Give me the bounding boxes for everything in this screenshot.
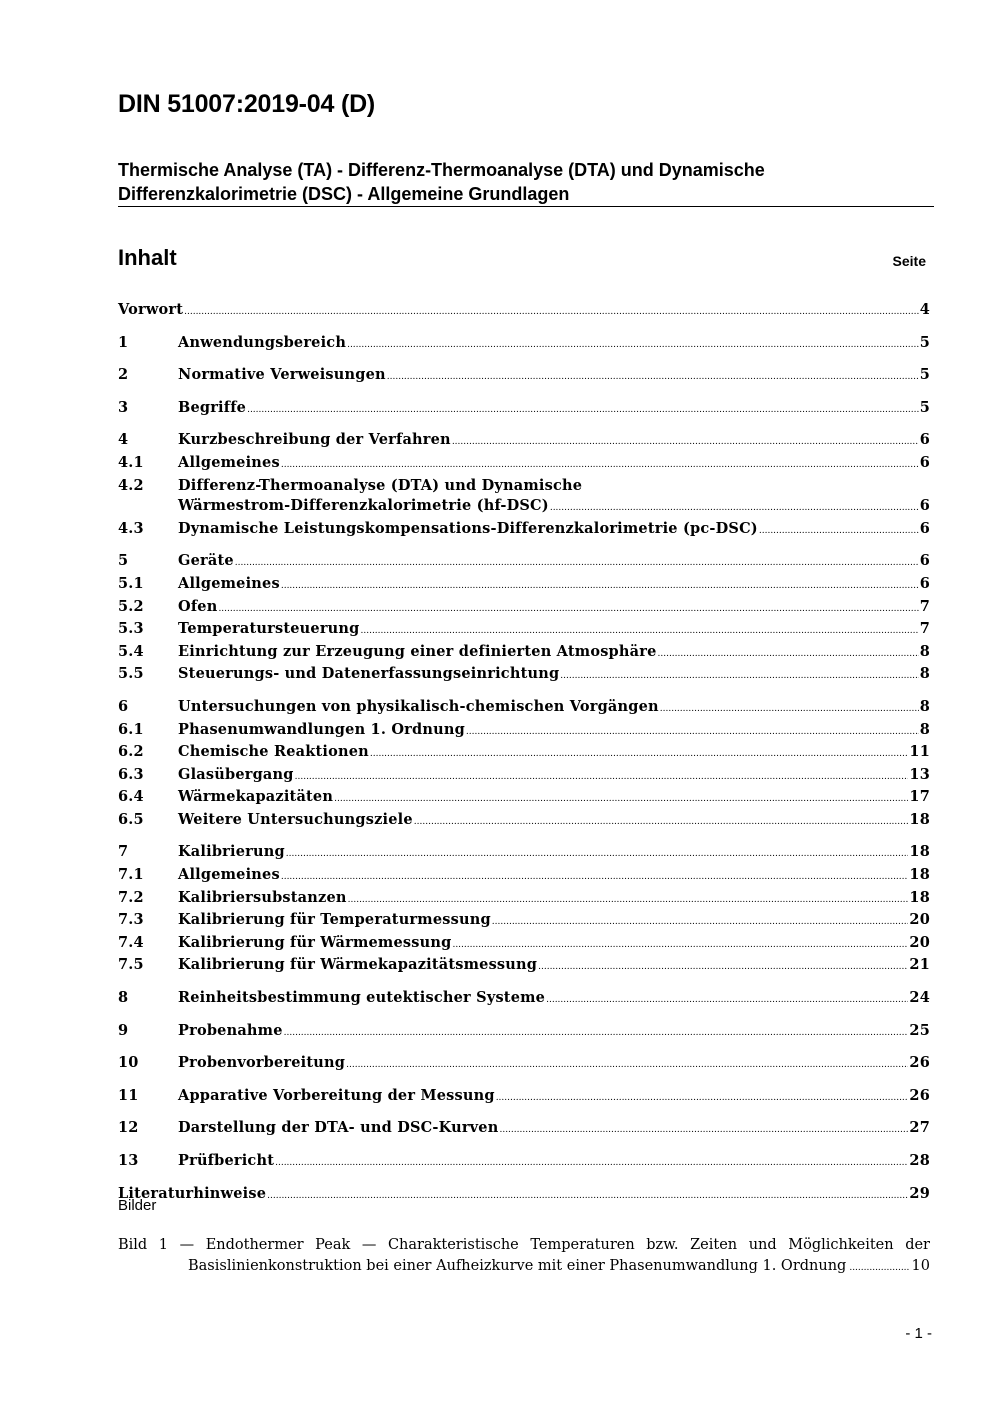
dot-leader <box>759 519 919 542</box>
toc-entry-number: 3 <box>118 398 129 416</box>
figure-entry-caption-continued: Basislinienkonstruktion bei einer Aufheizkurve mit einer Phasenumwandlung 1. Ordnung <box>188 1258 847 1274</box>
toc-entry-page: 5 <box>919 366 930 384</box>
dot-leader <box>492 910 909 933</box>
toc-entry-page: 6 <box>919 519 930 537</box>
toc-entry[interactable] <box>118 1118 930 1141</box>
toc-entry-number: 4.1 <box>118 453 144 471</box>
toc-entry[interactable] <box>118 933 930 956</box>
dot-leader <box>466 720 919 743</box>
toc-entry-number: 9 <box>118 1021 129 1039</box>
toc-entry-title: Prüfbericht <box>178 1152 275 1169</box>
toc-entry-page: 6 <box>919 431 930 449</box>
dot-leader <box>281 574 919 597</box>
dot-leader <box>361 619 919 642</box>
toc-entry-page: 17 <box>909 788 930 806</box>
toc-entry-page: 6 <box>919 453 930 471</box>
toc-entry[interactable] <box>118 619 930 642</box>
toc-entry[interactable] <box>118 664 930 687</box>
toc-entry-page: 8 <box>919 720 930 738</box>
toc-entry-number: 4 <box>118 431 129 449</box>
toc-entry-page: 11 <box>909 743 930 761</box>
toc-entry-title: Vorwort <box>118 301 184 318</box>
toc-entry-number: 13 <box>118 1152 139 1169</box>
toc-entry-page: 8 <box>919 697 930 715</box>
toc-entry-number: 6.4 <box>118 788 144 806</box>
document-title: Thermische Analyse (TA) - Differenz-Thermoanalyse (DTA) und Dynamische Differenzkalorimetrie (DSC) - Allgemeine Grundlagen <box>118 160 765 204</box>
toc-entry-title: Phasenumwandlungen 1. Ordnung <box>178 720 465 738</box>
toc-entry-number: 1 <box>118 333 129 351</box>
toc-entry-number: 5.2 <box>118 597 144 615</box>
toc-entry-title: Darstellung der DTA- und DSC-Kurven <box>178 1119 499 1137</box>
toc-entry-number: 5.3 <box>118 620 144 638</box>
toc-entry-number: 8 <box>118 989 129 1007</box>
dot-leader <box>499 1118 908 1141</box>
dot-leader <box>550 496 919 519</box>
toc-entry[interactable] <box>118 1151 930 1174</box>
dot-leader <box>849 1256 908 1279</box>
toc-entry-number: 7.5 <box>118 956 144 974</box>
toc-entry-text-line: Differenz-Thermoanalyse (DTA) und Dynamische <box>178 476 583 494</box>
toc-entry-number: 7 <box>118 843 129 861</box>
toc-entry-title: Kalibrierung für Temperaturmessung <box>178 911 491 929</box>
dot-leader <box>560 664 918 687</box>
dot-leader <box>286 842 909 865</box>
toc-entry[interactable] <box>118 453 930 476</box>
toc-entry-page: 18 <box>909 866 930 884</box>
toc-entry[interactable] <box>118 430 930 453</box>
toc-entry-title: Begriffe <box>178 398 247 416</box>
toc-entry-page: 6 <box>919 574 930 592</box>
figure-entry[interactable] <box>118 1235 930 1279</box>
toc-entry[interactable] <box>118 742 930 765</box>
toc-entry-title: Kalibrierung für Wärmemessung <box>178 933 452 951</box>
toc-entry-title: Dynamische Leistungskompensations-Differenzkalorimetrie (pc-DSC) <box>178 519 758 537</box>
dot-leader <box>370 742 909 765</box>
toc-entry-title: Allgemeines <box>178 866 280 884</box>
toc-entry[interactable] <box>118 398 930 421</box>
toc-entry-number: 12 <box>118 1119 139 1137</box>
table-of-contents <box>118 300 930 1206</box>
toc-entry-page: 7 <box>919 597 930 615</box>
dot-leader <box>546 988 908 1011</box>
toc-entry-title: Literaturhinweise <box>118 1184 267 1202</box>
dot-leader <box>348 888 909 911</box>
toc-entry-page: 20 <box>909 911 930 929</box>
dot-leader <box>334 787 908 810</box>
toc-entry-title: Kalibrierung <box>178 843 285 861</box>
page-number: - 1 - <box>905 1325 932 1342</box>
toc-entry[interactable] <box>118 810 930 833</box>
toc-entry-page: 26 <box>909 1054 930 1072</box>
toc-entry-number: 6.1 <box>118 720 144 738</box>
toc-entry-title: Geräte <box>178 552 234 570</box>
dot-leader <box>387 365 919 388</box>
toc-entry[interactable] <box>118 365 930 388</box>
dot-leader <box>452 933 908 956</box>
toc-entry[interactable] <box>118 988 930 1011</box>
toc-entry-page: 28 <box>909 1152 930 1169</box>
toc-entry-page: 18 <box>909 888 930 906</box>
toc-entry-page: 5 <box>919 398 930 416</box>
toc-entry-title: Weitere Untersuchungsziele <box>178 810 413 828</box>
toc-entry-number: 2 <box>118 366 129 384</box>
dot-leader <box>538 955 908 978</box>
toc-entry-page: 6 <box>919 497 930 515</box>
toc-entry-title: Untersuchungen von physikalisch-chemischen Vorgängen <box>178 697 659 715</box>
dot-leader <box>275 1151 908 1174</box>
page-column-label: Seite <box>892 253 926 269</box>
toc-entry[interactable] <box>118 787 930 810</box>
toc-entry-page: 21 <box>909 956 930 974</box>
toc-entry-title: Probenahme <box>178 1021 283 1039</box>
toc-entry-page: 18 <box>909 843 930 861</box>
toc-entry[interactable] <box>118 865 930 888</box>
toc-entry-page: 25 <box>909 1021 930 1039</box>
toc-entry-number: 7.2 <box>118 888 144 906</box>
toc-entry-title: Allgemeines <box>178 574 280 592</box>
dot-leader <box>284 1021 909 1044</box>
toc-entry-page: 26 <box>909 1086 930 1104</box>
toc-entry-page: 6 <box>919 552 930 570</box>
toc-entry[interactable] <box>118 697 930 720</box>
toc-entry-page: 29 <box>909 1184 930 1202</box>
toc-entry-page: 4 <box>919 301 930 318</box>
dot-leader <box>281 453 919 476</box>
toc-entry-number: 6.5 <box>118 810 144 828</box>
toc-entry-title: Probenvorbereitung <box>178 1054 346 1072</box>
toc-entry-title: Kalibriersubstanzen <box>178 888 347 906</box>
document-id: DIN 51007:2019-04 (D) <box>118 90 376 118</box>
toc-entry[interactable] <box>118 519 930 542</box>
figure-entry-caption: Bild 1 — Endothermer Peak — Charakteristische Temperaturen bzw. Zeiten und Möglichkeiten der <box>118 1237 930 1253</box>
toc-entry[interactable] <box>118 476 930 519</box>
toc-entry-number: 5.5 <box>118 665 144 683</box>
toc-entry[interactable] <box>118 551 930 574</box>
toc-entry[interactable] <box>118 1086 930 1109</box>
toc-entry-page: 18 <box>909 810 930 828</box>
toc-entry[interactable] <box>118 888 930 911</box>
toc-entry-title: Kurzbeschreibung der Verfahren <box>178 431 451 449</box>
dot-leader <box>346 1053 908 1076</box>
toc-entry[interactable] <box>118 720 930 743</box>
toc-entry-number: 10 <box>118 1054 139 1072</box>
figure-entry-page: 10 <box>911 1258 930 1274</box>
toc-entry-number: 7.4 <box>118 933 144 951</box>
figures-heading: Bilder <box>118 1197 157 1214</box>
toc-entry-page: 8 <box>919 665 930 683</box>
toc-entry-number: 7.3 <box>118 911 144 929</box>
toc-entry-title: Chemische Reaktionen <box>178 743 369 761</box>
dot-leader <box>218 597 918 620</box>
toc-entry-page: 5 <box>919 333 930 351</box>
toc-entry[interactable] <box>118 1184 930 1207</box>
toc-entry-title: Glasübergang <box>178 765 294 783</box>
toc-entry-number: 7.1 <box>118 866 144 884</box>
toc-entry[interactable] <box>118 574 930 597</box>
toc-entry[interactable] <box>118 300 930 323</box>
dot-leader <box>247 398 919 421</box>
dot-leader <box>658 642 919 665</box>
toc-entry[interactable] <box>118 1021 930 1044</box>
toc-entry-title: Normative Verweisungen <box>178 366 386 384</box>
toc-entry-number: 6.2 <box>118 743 144 761</box>
toc-entry-page: 8 <box>919 642 930 660</box>
toc-entry[interactable] <box>118 910 930 933</box>
toc-entry[interactable] <box>118 333 930 356</box>
toc-entry[interactable] <box>118 765 930 788</box>
toc-entry-page: 24 <box>909 989 930 1007</box>
toc-entry-number: 5 <box>118 552 129 570</box>
figures-list <box>118 1235 930 1279</box>
toc-entry-title: Ofen <box>178 597 218 615</box>
toc-entry-title: Anwendungsbereich <box>178 333 347 351</box>
dot-leader <box>347 333 919 356</box>
toc-entry-number: 6.3 <box>118 765 144 783</box>
dot-leader <box>414 810 909 833</box>
dot-leader <box>235 551 919 574</box>
toc-entry[interactable] <box>118 1053 930 1076</box>
toc-entry-page: 7 <box>919 620 930 638</box>
toc-entry-number: 5.1 <box>118 574 144 592</box>
toc-entry-number: 11 <box>118 1086 139 1104</box>
toc-entry-number: 4.3 <box>118 519 144 537</box>
dot-leader <box>267 1184 908 1207</box>
toc-entry-title: Apparative Vorbereitung der Messung <box>178 1086 495 1104</box>
dot-leader <box>281 865 909 888</box>
toc-entry-title: Wärmestrom-Differenzkalorimetrie (hf-DSC) <box>178 497 549 515</box>
toc-entry-number: 4.2 <box>118 476 144 494</box>
dot-leader <box>295 765 909 788</box>
toc-entry-title: Allgemeines <box>178 453 280 471</box>
dot-leader <box>452 430 919 453</box>
toc-entry-page: 13 <box>909 765 930 783</box>
toc-entry-page: 20 <box>909 933 930 951</box>
toc-entry-title: Temperatursteuerung <box>178 620 360 638</box>
toc-entry-title: Einrichtung zur Erzeugung einer definierten Atmosphäre <box>178 642 657 660</box>
dot-leader <box>496 1086 909 1109</box>
toc-entry-number: 6 <box>118 697 129 715</box>
toc-entry[interactable] <box>118 842 930 865</box>
toc-entry-title: Wärmekapazitäten <box>178 788 334 806</box>
title-divider <box>118 206 934 207</box>
toc-entry-title: Kalibrierung für Wärmekapazitätsmessung <box>178 956 538 974</box>
toc-entry[interactable] <box>118 642 930 665</box>
toc-entry-title: Steuerungs- und Datenerfassungseinrichtung <box>178 665 560 683</box>
toc-entry-page: 27 <box>909 1119 930 1137</box>
toc-heading: Inhalt <box>118 245 177 270</box>
toc-entry[interactable] <box>118 955 930 978</box>
dot-leader <box>184 300 919 323</box>
dot-leader <box>660 697 919 720</box>
toc-entry[interactable] <box>118 597 930 620</box>
toc-entry-title: Reinheitsbestimmung eutektischer Systeme <box>178 989 546 1007</box>
toc-entry-number: 5.4 <box>118 642 144 660</box>
